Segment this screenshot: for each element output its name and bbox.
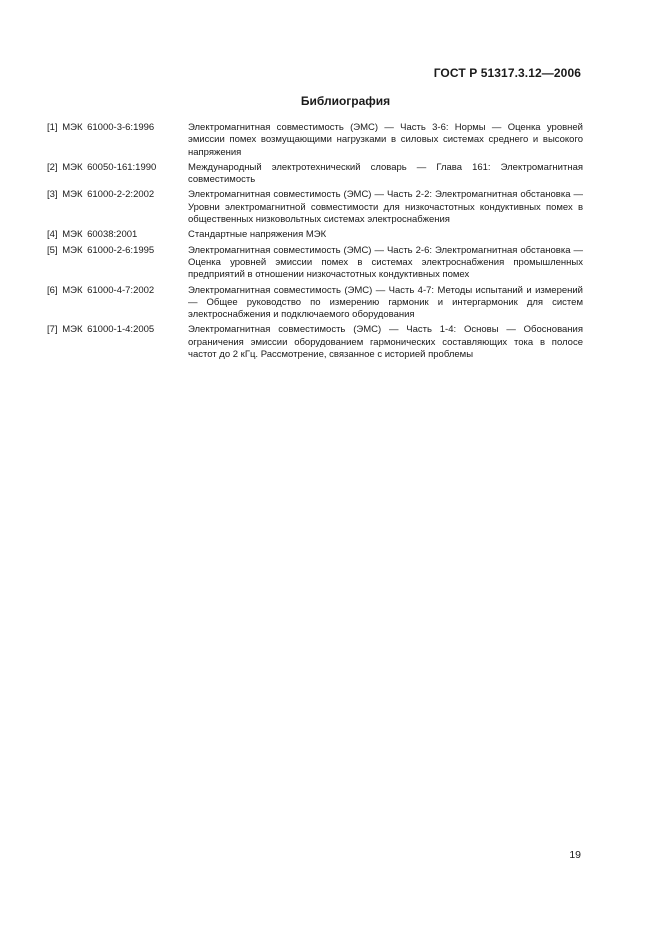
bibliography-ref: [3] МЭК 61000-2-2:2002: [47, 189, 155, 201]
bibliography-list: [47, 122, 583, 364]
bibliography-text: Стандартные напряжения МЭК: [188, 229, 327, 241]
bibliography-entry: [47, 122, 583, 159]
bibliography-text: Электромагнитная совместимость (ЭМС) — Часть 2-2: Электромагнитная обстановка —Уровни электромагнитной совместимости для низкочастотных кондуктивных помех в общественных низковольтных системах электроснабжения: [188, 189, 583, 226]
bibliography-ref: [6] МЭК 61000-4-7:2002: [47, 284, 155, 296]
bibliography-text: Международный электротехнический словарь — Глава 161: Электромагнитная совместимость: [188, 161, 583, 186]
bibliography-text: Электромагнитная совместимость (ЭМС) — Часть 2-6: Электромагнитная обстановка — Оценка уровней эмиссии помех в системах электроснабжения промышленных предприятий в отношении низкочастотных кондуктивных помех: [188, 244, 583, 281]
bibliography-ref: [5] МЭК 61000-2-6:1995: [47, 244, 155, 256]
bibliography-text: Электромагнитная совместимость (ЭМС) — Часть 3-6: Нормы — Оценка уровней эмиссии помех возмущающими нагрузками в силовых системах среднего и высокого напряжения: [188, 122, 583, 158]
bibliography-text: Электромагнитная совместимость (ЭМС) — Часть 4-7: Методы испытаний и измерений — Общее руководство по измерению гармоник и интергармоник для систем электроснабжения и подключаемого оборудования: [188, 284, 583, 321]
bibliography-entry: [47, 162, 583, 187]
bibliography-entry: [47, 229, 583, 241]
bibliography-entry: [47, 245, 583, 282]
bibliography-entry: [47, 324, 583, 361]
bibliography-entry: [47, 189, 583, 226]
page-number: 19: [569, 849, 581, 861]
bibliography-ref: [4] МЭК 60038:2001: [47, 229, 138, 241]
bibliography-ref: [7] МЭК 61000-1-4:2005: [47, 324, 155, 336]
document-code: ГОСТ Р 51317.3.12—2006: [433, 66, 581, 80]
bibliography-ref: [2] МЭК 60050-161:1990: [47, 161, 157, 173]
bibliography-entry: [47, 285, 583, 322]
bibliography-text: Электромагнитная совместимость (ЭМС) — Часть 1-4: Основы — Обоснования ограничения эмиссии оборудованием гармонических составляющих тока в полосе частот до 2 кГц. Рассмотрение, связанное с историей проблемы: [188, 324, 583, 361]
bibliography-ref: [1] МЭК 61000-3-6:1996: [47, 122, 155, 133]
section-title: Библиография: [300, 94, 391, 108]
